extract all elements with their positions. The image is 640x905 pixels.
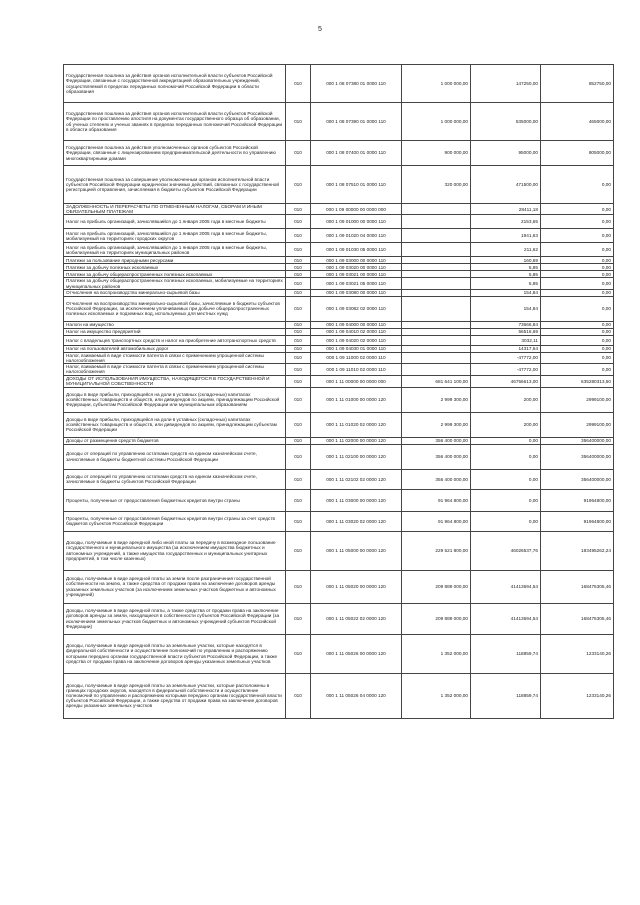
- cell-exec: 0,00: [471, 437, 541, 444]
- table-row: [64, 570, 614, 603]
- cell-code: 010: [286, 335, 311, 345]
- cell-kbk: 000 1 09 04030 01 0000 110: [311, 345, 402, 352]
- cell-code: 010: [286, 444, 311, 469]
- cell-name: Государственная пошлина за действия органов исполнительной власти субъектов Российской Федерации по проставлению апостиля на документах государственного образца об образовании, об ученых степенях и ученых званиях в пределах переданных полномочий Российской Федерации в области образования: [64, 103, 286, 141]
- cell-plan: 209 889 000,00: [402, 570, 471, 603]
- cell-kbk: 000 1 09 01030 05 0000 110: [311, 243, 402, 257]
- cell-name: Налог, взимаемый в виде стоимости патента в связи с применением упрощенной системы налогообложения: [64, 352, 286, 363]
- cell-name: Государственная пошлина за совершение уполномоченным органом исполнительной власти субъектов Российской Федерации юридически значимых действий, связанных с государственной регистрацией отправления, зачисляемая в бюджеты субъектов Российской Федерации: [64, 166, 286, 204]
- cell-kbk: 000 1 09 03020 00 0000 110: [311, 264, 402, 271]
- cell-rest: 0,00: [541, 257, 614, 264]
- cell-kbk: 000 1 09 03080 00 0000 110: [311, 289, 402, 296]
- cell-exec: 200,00: [471, 412, 541, 437]
- cell-rest: 2999100,00: [541, 387, 614, 412]
- cell-kbk: 000 1 08 07390 01 0000 110: [311, 103, 402, 141]
- cell-code: 010: [286, 673, 311, 718]
- cell-kbk: 000 1 11 05022 02 0000 120: [311, 603, 402, 634]
- table-row: [64, 166, 614, 204]
- cell-code: 010: [286, 321, 311, 328]
- cell-plan: [402, 345, 471, 352]
- cell-plan: 900 000,00: [402, 141, 471, 166]
- cell-exec: 200,00: [471, 387, 541, 412]
- cell-plan: [402, 229, 471, 243]
- cell-kbk: 000 1 09 03021 05 0000 110: [311, 278, 402, 289]
- cell-code: 010: [286, 278, 311, 289]
- cell-exec: 28411,18: [471, 204, 541, 215]
- cell-rest: 0,00: [541, 335, 614, 345]
- table-row: [64, 531, 614, 570]
- cell-plan: 91 964 800,00: [402, 489, 471, 511]
- cell-code: 010: [286, 204, 311, 215]
- cell-rest: 0,00: [541, 215, 614, 229]
- cell-rest: 356400000,00: [541, 469, 614, 489]
- cell-plan: [402, 321, 471, 328]
- table-row: [64, 469, 614, 489]
- cell-rest: 168475305,46: [541, 570, 614, 603]
- cell-code: 010: [286, 364, 311, 375]
- cell-name: Налог на имущество предприятий: [64, 328, 286, 335]
- cell-name: Налог на прибыль организаций, зачислявшийся до 1 января 2005 года в местные бюджеты, мобилизуемый на территориях муниципальных районов: [64, 243, 286, 257]
- cell-plan: 356 400 000,00: [402, 437, 471, 444]
- cell-plan: [402, 335, 471, 345]
- cell-name: Доходы в виде прибыли, приходящейся на доли в уставных (складочных) капиталах хозяйственных товариществ и обществ, или дивидендов по акциям, принадлежащим Российской Федерации, субъектам Российской Федерации или муниципальным образованиям: [64, 387, 286, 412]
- cell-rest: 0,00: [541, 364, 614, 375]
- cell-code: 010: [286, 296, 311, 321]
- cell-plan: 1 352 000,00: [402, 634, 471, 673]
- cell-plan: 356 400 000,00: [402, 469, 471, 489]
- cell-exec: 154,84: [471, 296, 541, 321]
- cell-plan: 2 999 300,00: [402, 387, 471, 412]
- cell-name: ЗАДОЛЖЕННОСТЬ И ПЕРЕРАСЧЕТЫ ПО ОТМЕНЕННЫМ НАЛОГАМ, СБОРАМ И ИНЫМ ОБЯЗАТЕЛЬНЫМ ПЛАТЕЖАМ: [64, 204, 286, 215]
- cell-code: 010: [286, 289, 311, 296]
- cell-plan: 1 000 000,00: [402, 65, 471, 103]
- cell-rest: 356400000,00: [541, 444, 614, 469]
- cell-plan: [402, 296, 471, 321]
- cell-exec: 2153,65: [471, 215, 541, 229]
- cell-kbk: 000 1 09 11010 02 0000 110: [311, 364, 402, 375]
- cell-code: 010: [286, 375, 311, 387]
- cell-kbk: 000 1 09 04010 02 0000 110: [311, 328, 402, 335]
- cell-exec: 46026537,76: [471, 531, 541, 570]
- cell-code: 010: [286, 215, 311, 229]
- cell-exec: 95000,00: [471, 141, 541, 166]
- cell-exec: 3032,11: [471, 335, 541, 345]
- cell-name: Отчисления на воспроизводство минерально-сырьевой базы: [64, 289, 286, 296]
- cell-kbk: 000 1 09 04020 02 0000 110: [311, 335, 402, 345]
- cell-kbk: 000 1 11 05026 04 0000 120: [311, 673, 402, 718]
- table-row: [64, 103, 614, 141]
- cell-exec: -47772,00: [471, 364, 541, 375]
- cell-exec: 118859,74: [471, 634, 541, 673]
- cell-exec: 118859,74: [471, 673, 541, 718]
- table-row: [64, 141, 614, 166]
- cell-name: Доходы, получаемые в виде арендной платы за земли после разграничения государственной собственности на землю, а также средства от продажи права на заключение договоров аренды указанных земельных участков (за исключением земельных участков бюджетных и автономных учреждений): [64, 570, 286, 603]
- cell-rest: 0,00: [541, 278, 614, 289]
- cell-name: Доходы в виде прибыли, приходящейся на доли в уставных (складочных) капиталах хозяйственных товариществ и обществ, или дивидендов по акциям, принадлежащим субъектам Российской Федерации: [64, 412, 286, 437]
- cell-plan: [402, 352, 471, 363]
- table-row: [64, 65, 614, 103]
- cell-plan: 1 000 000,00: [402, 103, 471, 141]
- cell-kbk: 000 1 11 03000 00 0000 120: [311, 489, 402, 511]
- cell-plan: 1 352 000,00: [402, 673, 471, 718]
- cell-name: Платежи за пользование природными ресурсами: [64, 257, 286, 264]
- cell-name: Налоги на имущество: [64, 321, 286, 328]
- cell-rest: 0,00: [541, 204, 614, 215]
- cell-plan: 2 999 300,00: [402, 412, 471, 437]
- cell-kbk: 000 1 11 03020 02 0000 120: [311, 511, 402, 531]
- cell-rest: 805000,00: [541, 141, 614, 166]
- cell-name: Доходы от операций по управлению остатками средств на едином казначейском счете, зачисляемые в бюджеты субъектов Российской Федерации: [64, 469, 286, 489]
- cell-name: Доходы, получаемые в виде арендной платы, а также средства от продажи права на заключение договоров аренды за земли, находящиеся в собственности субъектов Российской Федерации (за исключением земельных участков бюджетных и автономных учреждений субъектов Российской Федерации): [64, 603, 286, 634]
- cell-kbk: 000 1 09 03000 00 0000 110: [311, 257, 402, 264]
- cell-code: 010: [286, 352, 311, 363]
- cell-plan: [402, 328, 471, 335]
- table-row: [64, 634, 614, 673]
- cell-kbk: 000 1 09 00000 00 0000 000: [311, 204, 402, 215]
- cell-name: Доходы от операций по управлению остатками средств на едином казначейском счете, зачисляемые в бюджеты бюджетной системы Российской Федерации: [64, 444, 286, 469]
- table-row: [64, 345, 614, 352]
- cell-rest: 91964800,00: [541, 511, 614, 531]
- table-row: [64, 364, 614, 375]
- cell-rest: 183495262,24: [541, 531, 614, 570]
- cell-plan: [402, 278, 471, 289]
- cell-exec: 160,69: [471, 257, 541, 264]
- cell-name: Налог, взимаемый в виде стоимости патента в связи с применением упрощенной системы налогообложения: [64, 364, 286, 375]
- cell-plan: [402, 271, 471, 278]
- cell-code: 010: [286, 328, 311, 335]
- cell-exec: 0,00: [471, 469, 541, 489]
- cell-kbk: 000 1 11 02000 00 0000 120: [311, 437, 402, 444]
- cell-rest: 0,00: [541, 229, 614, 243]
- cell-name: Проценты, полученные от предоставления бюджетных кредитов внутри страны за счет средств бюджетов субъектов Российской Федерации: [64, 511, 286, 531]
- cell-exec: 147250,00: [471, 65, 541, 103]
- cell-code: 010: [286, 570, 311, 603]
- cell-name: Государственная пошлина за действия органов исполнительной власти субъектов Российской Федерации, связанные с государственной аккредитацией образовательных учреждений, осуществляемой в пределах переданных полномочий Российской Федерации в области образования: [64, 65, 286, 103]
- cell-rest: 1233140,26: [541, 634, 614, 673]
- table-row: [64, 437, 614, 444]
- cell-kbk: 000 1 09 01000 00 0000 110: [311, 215, 402, 229]
- cell-rest: 2999100,00: [541, 412, 614, 437]
- cell-exec: 5,85: [471, 271, 541, 278]
- cell-exec: 535000,00: [471, 103, 541, 141]
- cell-name: Доходы от размещения средств бюджетов: [64, 437, 286, 444]
- cell-plan: 356 400 000,00: [402, 444, 471, 469]
- cell-name: ДОХОДЫ ОТ ИСПОЛЬЗОВАНИЯ ИМУЩЕСТВА, НАХОДЯЩЕГОСЯ В ГОСУДАРСТВЕННОЙ И МУНИЦИПАЛЬНОЙ СОБСТВЕННОСТИ: [64, 375, 286, 387]
- cell-code: 010: [286, 166, 311, 204]
- cell-name: Налог на прибыль организаций, зачислявшийся до 1 января 2005 года в местные бюджеты, мобилизуемый на территориях городских округов: [64, 229, 286, 243]
- table-row: [64, 289, 614, 296]
- table-row: [64, 375, 614, 387]
- cell-code: 010: [286, 531, 311, 570]
- cell-kbk: 000 1 09 04000 00 0000 110: [311, 321, 402, 328]
- cell-name: Доходы, получаемые в виде арендной платы за земельные участки, которые расположены в границах городских округов, находятся в федеральной собственности и осуществление полномочий по управлению и распоряжению которыми передано органам государственной власти субъектов Российской Федерации, а также средства от продажи права на заключение договоров аренды указанных земельных участков: [64, 673, 286, 718]
- table-row: [64, 511, 614, 531]
- cell-rest: 1233140,26: [541, 673, 614, 718]
- cell-exec: 211,62: [471, 243, 541, 257]
- cell-kbk: 000 1 11 01020 02 0000 120: [311, 412, 402, 437]
- cell-name: Платежи за добычу общераспространенных полезных ископаемых, мобилизуемые на территориях муниципальных районов: [64, 278, 286, 289]
- cell-code: 010: [286, 511, 311, 531]
- cell-kbk: 000 1 11 05000 00 0000 120: [311, 531, 402, 570]
- table-row: [64, 243, 614, 257]
- cell-kbk: 000 1 11 02100 00 0000 120: [311, 444, 402, 469]
- cell-kbk: 000 1 09 03082 02 0000 110: [311, 296, 402, 321]
- cell-rest: 0,00: [541, 352, 614, 363]
- cell-code: 010: [286, 387, 311, 412]
- table-row: [64, 328, 614, 335]
- cell-name: Налог с владельцев транспортных средств и налог на приобретение автотранспортных средств: [64, 335, 286, 345]
- cell-name: Платежи за добычу полезных ископаемых: [64, 264, 286, 271]
- table-row: [64, 296, 614, 321]
- cell-code: 010: [286, 65, 311, 103]
- cell-plan: 681 641 100,00: [402, 375, 471, 387]
- cell-plan: [402, 289, 471, 296]
- cell-plan: [402, 204, 471, 215]
- cell-exec: -47772,00: [471, 352, 541, 363]
- cell-plan: [402, 364, 471, 375]
- cell-name: Платежи за добычу общераспространенных полезных ископаемых: [64, 271, 286, 278]
- cell-rest: 0,00: [541, 328, 614, 335]
- cell-rest: 0,00: [541, 243, 614, 257]
- cell-code: 010: [286, 243, 311, 257]
- cell-code: 010: [286, 257, 311, 264]
- cell-rest: 356400000,00: [541, 437, 614, 444]
- cell-exec: 5,85: [471, 264, 541, 271]
- table-row: [64, 278, 614, 289]
- cell-rest: 0,00: [541, 345, 614, 352]
- cell-rest: 91964800,00: [541, 489, 614, 511]
- cell-code: 010: [286, 489, 311, 511]
- cell-plan: [402, 257, 471, 264]
- cell-code: 010: [286, 437, 311, 444]
- cell-exec: 0,00: [471, 511, 541, 531]
- cell-code: 010: [286, 141, 311, 166]
- cell-exec: 41413694,54: [471, 570, 541, 603]
- cell-rest: 0,00: [541, 271, 614, 278]
- table-row: [64, 229, 614, 243]
- cell-exec: 1941,63: [471, 229, 541, 243]
- cell-rest: 168475305,46: [541, 603, 614, 634]
- cell-exec: 5,85: [471, 278, 541, 289]
- cell-kbk: 000 1 09 03021 00 0000 110: [311, 271, 402, 278]
- cell-plan: 91 964 800,00: [402, 511, 471, 531]
- table-row: [64, 673, 614, 718]
- table-row: [64, 489, 614, 511]
- cell-name: Отчисления на воспроизводство минерально-сырьевой базы, зачисляемые в бюджеты субъектов Российской Федерации, за исключением уплачиваемых при добыче общераспространенных полезных ископаемых и подземных вод, используемых для местных нужд: [64, 296, 286, 321]
- cell-kbk: 000 1 08 07510 01 0000 110: [311, 166, 402, 204]
- cell-exec: 471500,00: [471, 166, 541, 204]
- cell-plan: [402, 215, 471, 229]
- budget-revenue-table: [63, 64, 614, 719]
- table-row: [64, 444, 614, 469]
- cell-exec: 56516,69: [471, 328, 541, 335]
- cell-kbk: 000 1 09 01020 04 0000 110: [311, 229, 402, 243]
- cell-code: 010: [286, 469, 311, 489]
- cell-plan: 229 521 800,00: [402, 531, 471, 570]
- cell-exec: 154,84: [471, 289, 541, 296]
- cell-kbk: 000 1 08 07400 01 0000 110: [311, 141, 402, 166]
- cell-code: 010: [286, 271, 311, 278]
- cell-name: Проценты, полученные от предоставления бюджетных кредитов внутри страны: [64, 489, 286, 511]
- cell-name: Доходы, получаемые в виде арендной либо иной платы за передачу в возмездное пользование государственного и муниципального имущества (за исключением имущества бюджетных и автономных учреждений, а также имущества государственных и муниципальных унитарных предприятий, в том числе казенных): [64, 531, 286, 570]
- table-body: [64, 65, 614, 719]
- cell-rest: 852750,00: [541, 65, 614, 103]
- cell-rest: 0,00: [541, 166, 614, 204]
- cell-name: Доходы, получаемые в виде арендной платы за земельные участки, которые находятся в федеральной собственности и осуществление полномочий по управлению и распоряжению которыми передано органам государственной власти субъектов Российской Федерации, а также средства от продажи права на заключение договоров аренды указанных земельных участков: [64, 634, 286, 673]
- table-row: [64, 603, 614, 634]
- table-row: [64, 335, 614, 345]
- cell-exec: 0,00: [471, 444, 541, 469]
- cell-name: Налог на прибыль организаций, зачислявшийся до 1 января 2005 года в местные бюджеты: [64, 215, 286, 229]
- cell-kbk: 000 1 11 05020 00 0000 120: [311, 570, 402, 603]
- table-row: [64, 204, 614, 215]
- cell-kbk: 000 1 11 00000 00 0000 000: [311, 375, 402, 387]
- cell-code: 010: [286, 229, 311, 243]
- cell-rest: 0,00: [541, 321, 614, 328]
- cell-code: 010: [286, 103, 311, 141]
- cell-exec: 46756613,00: [471, 375, 541, 387]
- cell-plan: [402, 243, 471, 257]
- cell-kbk: 000 1 11 02102 02 0000 120: [311, 469, 402, 489]
- cell-code: 010: [286, 412, 311, 437]
- cell-exec: 73666,84: [471, 321, 541, 328]
- cell-code: 010: [286, 603, 311, 634]
- cell-exec: 0,00: [471, 489, 541, 511]
- cell-rest: 635280313,50: [541, 375, 614, 387]
- cell-rest: 0,00: [541, 289, 614, 296]
- cell-plan: 209 889 000,00: [402, 603, 471, 634]
- cell-rest: 0,00: [541, 296, 614, 321]
- cell-kbk: 000 1 11 01000 00 0000 120: [311, 387, 402, 412]
- cell-code: 010: [286, 264, 311, 271]
- cell-name: Налог на пользователей автомобильных дорог: [64, 345, 286, 352]
- table-row: [64, 321, 614, 328]
- table-row: [64, 387, 614, 412]
- cell-exec: 14317,64: [471, 345, 541, 352]
- cell-code: 010: [286, 345, 311, 352]
- cell-plan: [402, 264, 471, 271]
- cell-kbk: 000 1 08 07380 01 0000 110: [311, 65, 402, 103]
- cell-plan: 320 000,00: [402, 166, 471, 204]
- table-row: [64, 264, 614, 271]
- cell-exec: 41413694,54: [471, 603, 541, 634]
- cell-rest: 0,00: [541, 264, 614, 271]
- table-row: [64, 412, 614, 437]
- cell-name: Государственная пошлина за действия уполномоченных органов субъектов Российской Федерации, связанные с лицензированием предпринимательской деятельности по управлению многоквартирными домами: [64, 141, 286, 166]
- cell-kbk: 000 1 09 11000 02 0000 110: [311, 352, 402, 363]
- table-row: [64, 352, 614, 363]
- page-number: 5: [318, 26, 322, 33]
- cell-code: 010: [286, 634, 311, 673]
- cell-kbk: 000 1 11 05026 00 0000 120: [311, 634, 402, 673]
- table-row: [64, 271, 614, 278]
- table-row: [64, 215, 614, 229]
- cell-rest: 465000,00: [541, 103, 614, 141]
- table-row: [64, 257, 614, 264]
